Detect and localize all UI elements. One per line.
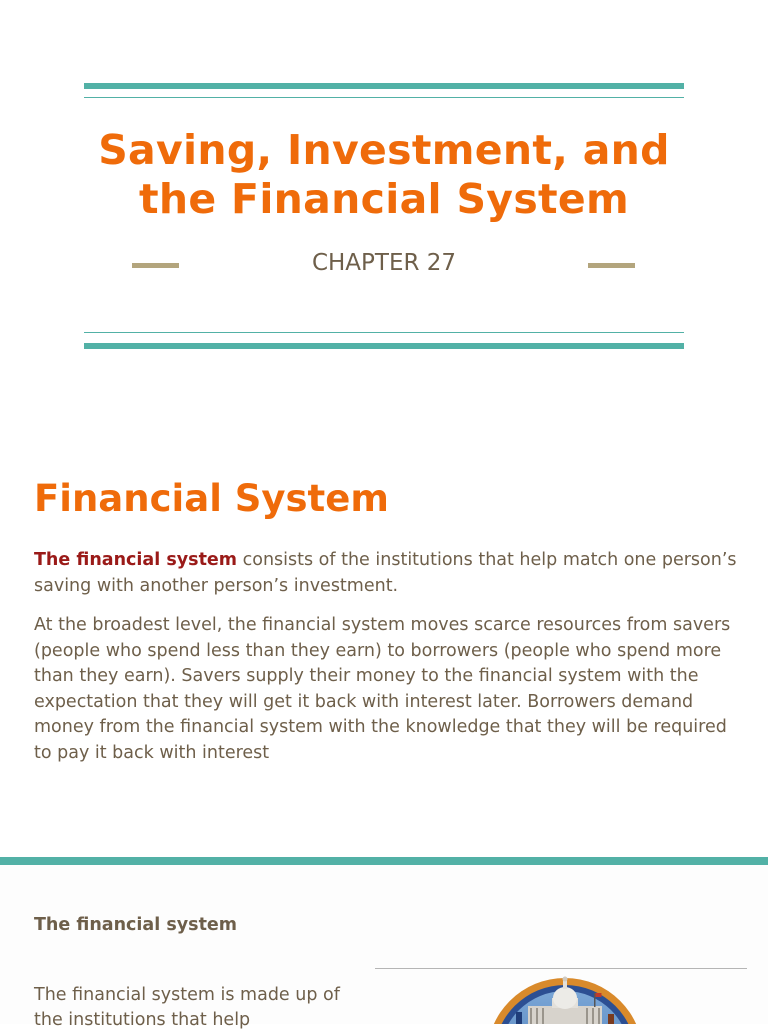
definition-term: The financial system [34,550,238,570]
body-paragraph: At the broadest level, the financial system moves scarce resources from savers (people who spend less than they earn) to borrowers (people who spend more than they earn). Savers supply their money to the financial system with the expectation that they will get it back with interest later. Borrowers demand money from the financial system with the knowledge that they will be required to pay it back with interest [34,615,731,763]
section-heading: Financial System [34,477,389,520]
slide-title: Saving, Investment, and the Financial System [98,126,670,223]
capitol-seal-image [470,968,660,1024]
third-slide-heading: The financial system [34,915,238,935]
slide-divider-band [0,857,768,865]
right-dash-ornament [588,263,635,268]
bottom-rule-thin [84,332,684,333]
definition-text: consists of the institutions that help match one person’s saving with another person’s investment. [34,550,737,596]
top-rule-thin [84,97,684,98]
chapter-label: CHAPTER 27 [311,250,457,276]
third-slide-paragraph: The financial system is made up of the institutions that help [34,985,340,1030]
definition-paragraph [34,548,739,599]
top-rule-thick [84,83,684,89]
bottom-rule-thick [84,343,684,349]
